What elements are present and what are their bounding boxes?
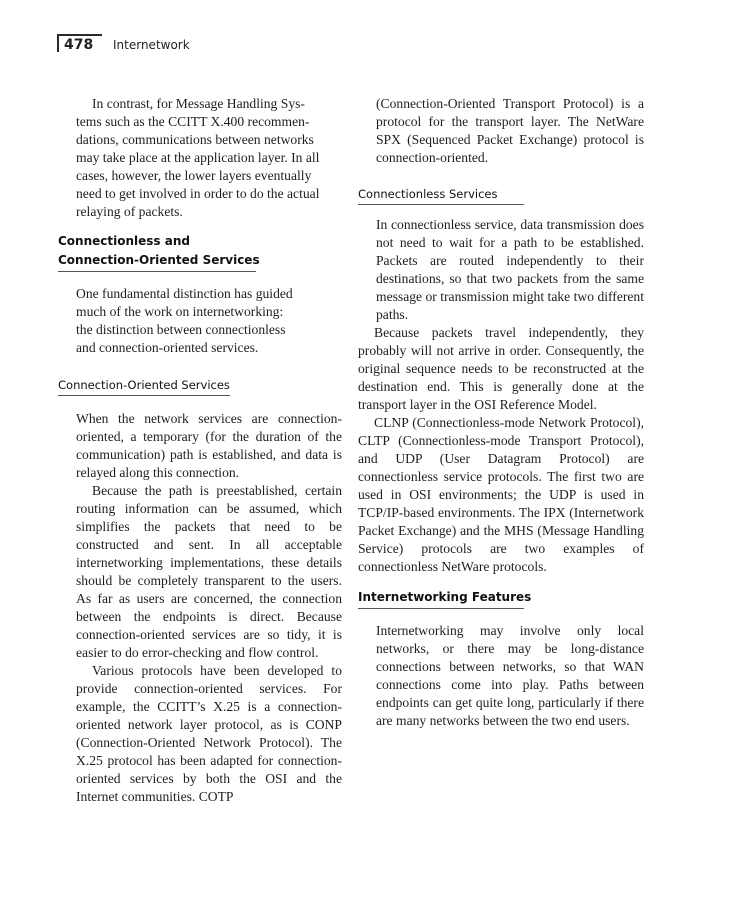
header-rule-vertical	[57, 34, 59, 52]
distinction-paragraph	[76, 285, 342, 357]
distinction-line: the distinction between connectionless	[76, 322, 286, 337]
intro-line: relaying of packets.	[76, 204, 183, 219]
section-heading-line: Internetworking Features	[358, 590, 532, 604]
paragraph: Internetworking may involve only local networks, or there may be long-distance connections between networks, so that WAN connections come into play. Paths between endpoints can get quite long, particularly if there are many networks between the two end users.	[376, 623, 644, 728]
intro-line: need to get involved in order to do the actual	[76, 186, 320, 201]
paragraph: Because the path is preestablished, certain routing information can be assumed, which simplifies the packets that need to be constructed and sent. In all acceptable internetworking implementations, these details should be completely transparent to the users. As far as users are concerned, the connection between the endpoints is direct. Because connection-oriented services are so tidy, it is easier to do error-checking and flow control.	[76, 483, 342, 660]
heading-underline	[58, 271, 256, 272]
subheading-block	[58, 377, 342, 396]
paragraph: Because packets travel independently, they probably will not arrive in order. Consequently, the original sequence needs to be reconstructed at the destination end. This is generally done at the transport layer in the OSI Reference Model.	[358, 325, 644, 412]
paragraph: CLNP (Connectionless-mode Network Protocol), CLTP (Connectionless-mode Transport Protocol), and UDP (User Datagram Protocol) are connectionless service protocols. The first two are used in OSI environments; the UDP is used in TCP/IP-based environments. The IPX (Internetwork Packet Exchange) and the MHS (Message Handling Service) protocols are two examples of connectionless NetWare protocols.	[358, 415, 644, 574]
distinction-line: much of the work on internetworking:	[76, 304, 284, 319]
paragraph: In connectionless service, data transmission does not need to wait for a path to be established. Packets are routed independently to their destinations, so that two packets from the same message or transmission might take two different paths.	[376, 217, 644, 322]
paragraph: (Connection-Oriented Transport Protocol) is a protocol for the transport layer. The NetWare SPX (Sequenced Packet Exchange) protocol is connection-oriented.	[376, 96, 644, 165]
subheading: Connectionless Services	[358, 187, 498, 201]
paragraph: When the network services are connection-oriented, a temporary (for the duration of the communication) path is established, and data is relayed along this connection.	[76, 411, 342, 480]
intro-line: cases, however, the lower layers eventually	[76, 168, 312, 183]
left-column	[58, 86, 342, 806]
section-heading-line: Connection-Oriented Services	[58, 253, 260, 267]
section-heading	[358, 588, 644, 609]
section-heading	[58, 232, 342, 272]
subheading: Connection-Oriented Services	[58, 378, 230, 392]
subheading-underline	[358, 204, 524, 205]
cl-text	[358, 216, 644, 576]
distinction-line: One fundamental distinction has guided	[76, 286, 293, 301]
co-text	[58, 410, 342, 806]
subheading-underline	[58, 395, 230, 396]
header-rule-horizontal	[57, 34, 102, 36]
paragraph: Various protocols have been developed to provide connection-oriented services. For example, the CCITT’s X.25 is a connection-oriented network layer protocol, as is CONP (Connection-Oriented Network Protocol). The X.25 protocol has been adapted for connection-oriented services by both the OSI and the Internet communities. COTP	[76, 663, 342, 804]
intro-line: dations, communications between networks	[76, 132, 314, 147]
section-heading-line: Connectionless and	[58, 234, 190, 248]
intro-line: tems such as the CCITT X.400 recommen-	[76, 114, 310, 129]
subheading-block	[358, 186, 644, 205]
intro-line: In contrast, for Message Handling Sys-	[92, 96, 305, 111]
running-title: Internetwork	[113, 38, 190, 52]
intro-line: may take place at the application layer. In all	[76, 150, 320, 165]
distinction-line: and connection-oriented services.	[76, 340, 259, 355]
page-number: 478	[64, 37, 94, 53]
heading-underline	[358, 608, 524, 609]
intro-paragraph	[76, 86, 342, 221]
right-column	[358, 86, 644, 730]
